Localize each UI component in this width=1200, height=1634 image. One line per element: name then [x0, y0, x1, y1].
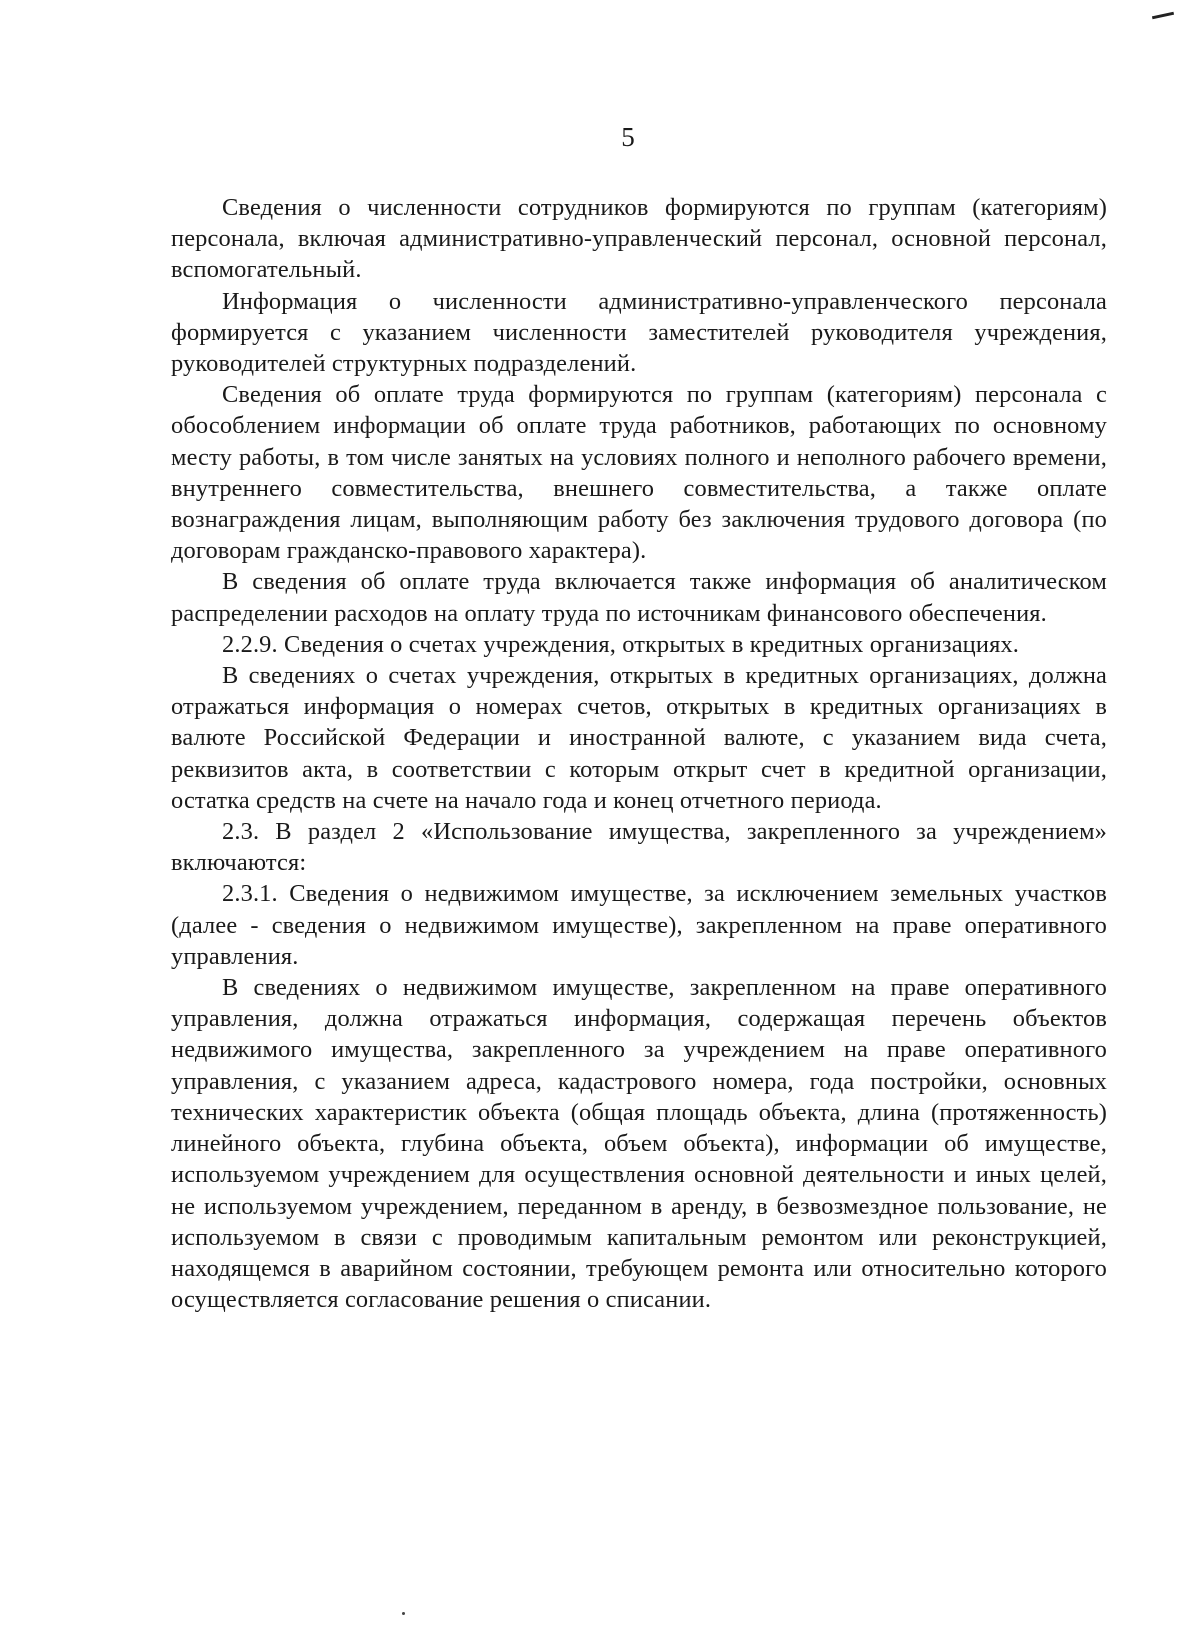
- paragraph-section-2-3: 2.3. В раздел 2 «Использование имущества, закрепленного за учреждением» включаются:: [171, 818, 1107, 877]
- paragraph-salary-info: Сведения об оплате труда формируются по группам (категориям) персонала с обособлением информации об оплате труда работников, работающих по основному месту работы, в том числе занятых на условиях полного и неполного рабочего времени, внутреннего совместительства, внешнего совместительства, а также оплате вознаграждения лицам, выполняющим работу без заключения трудового договора (по договорам гражданско-правового характера).: [171, 381, 1107, 565]
- paragraph-section-2-3-1: 2.3.1. Сведения о недвижимом имуществе, за исключением земельных участков (далее - сведения о недвижимом имуществе), закрепленном на праве оперативного управления.: [171, 880, 1107, 970]
- paragraph-staff-count: Сведения о численности сотрудников формируются по группам (категориям) персонала, включая административно-управленческий персонал, основной персонал, вспомогательный.: [171, 194, 1107, 284]
- page-number: 5: [621, 122, 635, 152]
- paragraph-real-estate-info: В сведениях о недвижимом имуществе, закрепленном на праве оперативного управления, должна отражаться информация, содержащая перечень объектов недвижимого имущества, закрепленного за учреждением на праве оперативного управления, с указанием адреса, кадастрового номера, года постройки, основных технических характеристик объекта (общая площадь объекта, длина (протяженность) линейного объекта, глубина объекта, объем объекта), информации об имуществе, используемом учреждением для осуществления основной деятельности и иных целей, не используемом учреждением, переданном в аренду, в безвозмездное пользование, не используемом в связи с проводимым капитальным ремонтом или реконструкцией, находящемся в аварийном состоянии, требующем ремонта или относительно которого осуществляется согласование решения о списании.: [171, 974, 1107, 1314]
- paragraph-admin-staff: Информация о численности административно-управленческого персонала формируется с указанием численности заместителей руководителя учреждения, руководителей структурных подразделений.: [171, 287, 1107, 378]
- scan-dot-mark: [402, 1612, 405, 1615]
- paragraph-section-2-2-9: 2.2.9. Сведения о счетах учреждения, открытых в кредитных организациях.: [222, 630, 1020, 658]
- document-body: [171, 192, 1107, 1315]
- paragraph-salary-sources: В сведения об оплате труда включается также информация об аналитическом распределении расходов на оплату труда по источникам финансового обеспечения.: [171, 568, 1107, 627]
- paragraph-accounts-info: В сведениях о счетах учреждения, открытых в кредитных организациях, должна отражаться информация о номерах счетов, открытых в кредитных организациях в валюте Российской Федерации и иностранной валюте, с указанием вида счета, реквизитов акта, в соответствии с которым открыт счет в кредитной организации, остатка средств на счете на начало года и конец отчетного периода.: [171, 662, 1107, 814]
- corner-scan-mark: [1152, 12, 1174, 20]
